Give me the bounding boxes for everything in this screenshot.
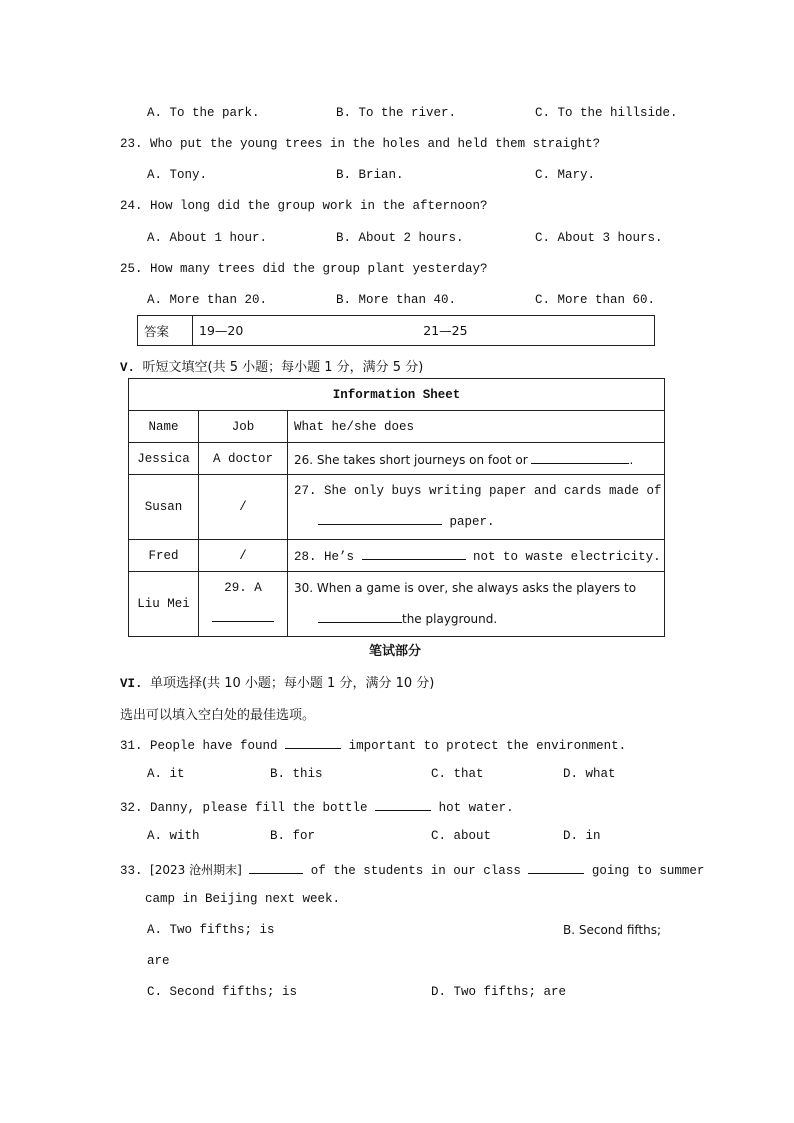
q33-stem-part3: going to summer [591, 864, 705, 878]
header-name: Name [129, 411, 199, 443]
q32-option-d: D. in [563, 829, 601, 843]
table-row [129, 540, 665, 572]
q23-option-a: A. Tony. [147, 168, 208, 182]
q25-stem: 25. How many trees did the group plant yesterday? [120, 262, 488, 276]
row-job: / [199, 540, 288, 572]
row-name: Fred [129, 540, 199, 572]
q29-text: 29. A [224, 581, 262, 595]
table-row [129, 443, 665, 475]
q33-stem-line2: camp in Beijing next week. [145, 892, 341, 906]
q28-text: 28. He’s [294, 550, 355, 564]
q30-line1: 30. When a game is over, she always asks the players to [294, 581, 637, 595]
q25-option-b: B. More than 40. [336, 293, 457, 307]
table-row [129, 572, 665, 637]
row-does [288, 540, 665, 572]
answer-range-cell [193, 316, 655, 346]
q33-option-b: B. Second fifths; [563, 923, 662, 937]
q30-tail: the playground. [402, 612, 498, 626]
row-name: Susan [129, 475, 199, 540]
q27-tail: paper. [449, 515, 495, 529]
info-sheet-title: Information Sheet [129, 379, 665, 411]
q31-stem-part2: important to protect the environment. [348, 739, 627, 753]
q32-blank [375, 798, 431, 811]
row-name: Jessica [129, 443, 199, 475]
written-part-heading: 笔试部分 [369, 644, 422, 659]
table-row [129, 475, 665, 540]
q26-blank [531, 451, 629, 464]
row-does: 26. She takes short journeys on foot or . [288, 443, 665, 475]
q22-option-a: A. To the park. [147, 106, 260, 120]
header-what: What he/she does [288, 411, 665, 443]
q22-option-b: B. To the river. [336, 106, 457, 120]
information-sheet-table [128, 378, 665, 637]
q25-option-c: C. More than 60. [535, 293, 656, 307]
header-job: Job [199, 411, 288, 443]
row-job: A doctor [199, 443, 288, 475]
q30-blank [318, 610, 402, 623]
q32-option-b: B. for [270, 829, 316, 843]
section6-number: VI. [120, 677, 143, 691]
row-does [288, 475, 665, 540]
q30-line2 [294, 604, 663, 635]
row-job [199, 572, 288, 637]
q31-stem [120, 736, 626, 753]
answer-range-21-25: 21—25 [423, 323, 468, 338]
q32-option-a: A. with [147, 829, 200, 843]
q33-number: 33. [120, 864, 143, 878]
row-job: / [199, 475, 288, 540]
q33-source-tag: [2023 沧州期末] [150, 863, 242, 877]
q33-option-c: C. Second fifths; is [147, 985, 298, 999]
q24-option-b: B. About 2 hours. [336, 231, 464, 245]
q27-line1: 27. She only buys writing paper and cards made of [294, 484, 662, 498]
q31-blank [285, 736, 341, 749]
q33-stem [120, 861, 704, 878]
q31-option-a: A. it [147, 767, 185, 781]
q31-option-d: D. what [563, 767, 616, 781]
section6-instruction: 选出可以填入空白处的最佳选项。 [120, 708, 316, 723]
q29-blank [212, 609, 274, 622]
q22-option-c: C. To the hillside. [535, 106, 678, 120]
answer-range-19-20: 19—20 [199, 323, 244, 338]
q28-tail: not to waste electricity. [473, 550, 661, 564]
q24-option-a: A. About 1 hour. [147, 231, 268, 245]
section5-number: V. [120, 361, 136, 375]
q28-blank [362, 547, 466, 560]
q33-blank-2 [528, 861, 584, 874]
q33-option-a: A. Two fifths; is [147, 923, 275, 937]
q23-option-c: C. Mary. [535, 168, 596, 182]
q33-option-d: D. Two fifths; are [431, 985, 567, 999]
q32-stem-part1: 32. Danny, please fill the bottle [120, 801, 368, 815]
section6-title: 单项选择(共 10 小题；每小题 1 分，满分 10 分) [150, 676, 435, 691]
q25-option-a: A. More than 20. [147, 293, 268, 307]
q32-stem-part2: hot water. [438, 801, 514, 815]
q33-blank-1 [249, 861, 303, 874]
q26-text: 26. She takes short journeys on foot or [294, 452, 528, 467]
q31-option-c: C. that [431, 767, 484, 781]
q32-option-c: C. about [431, 829, 492, 843]
q24-stem: 24. How long did the group work in the afternoon? [120, 199, 488, 213]
section6-heading [120, 672, 434, 691]
q23-option-b: B. Brian. [336, 168, 404, 182]
q24-option-c: C. About 3 hours. [535, 231, 663, 245]
q27-blank [318, 512, 442, 525]
q33-option-b-continued: are [147, 954, 170, 968]
q31-stem-part1: 31. People have found [120, 739, 278, 753]
section5-title: 听短文填空(共 5 小题；每小题 1 分，满分 5 分) [142, 360, 424, 375]
q23-stem: 23. Who put the young trees in the holes and held them straight? [120, 137, 601, 151]
answer-box [137, 315, 655, 346]
q32-stem [120, 798, 514, 815]
q31-option-b: B. this [270, 767, 323, 781]
q27-line2 [294, 507, 663, 538]
answer-label: 答案 [138, 316, 193, 346]
q33-stem-part2: of the students in our class [310, 864, 521, 878]
row-name: Liu Mei [129, 572, 199, 637]
section5-heading [120, 356, 423, 375]
row-does [288, 572, 665, 637]
